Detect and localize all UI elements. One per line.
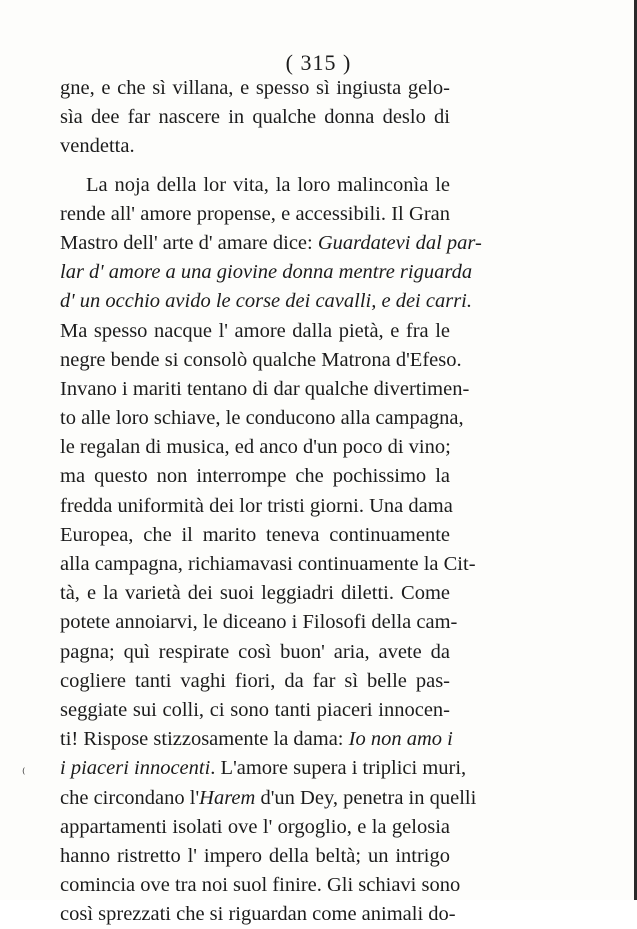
paragraph-gap — [60, 162, 450, 171]
text-segment: comincia ove tra noi suol finire. Gli schiavi sono — [60, 874, 461, 897]
text-line — [60, 171, 450, 200]
text-line — [60, 346, 462, 375]
text-line — [60, 813, 450, 842]
text-segment: hanno ristretto l' impero della beltà; un intrigo — [60, 844, 450, 867]
text-segment: potete annoiarvi, le diceano i Filosofi della cam- — [60, 611, 458, 634]
text-segment: ma questo non interrompe che pochissimo la — [60, 465, 450, 488]
text-segment: le regalan di musica, ed anco d'un poco di vino; — [60, 436, 451, 459]
text-line — [60, 579, 450, 608]
text-segment: gne, e che sì villana, e spesso sì ingiusta gelo- — [60, 77, 450, 99]
text-line — [60, 696, 450, 725]
text-line — [60, 103, 450, 132]
text-segment: d'un Dey, penetra in quelli — [255, 786, 477, 809]
text-line — [60, 74, 450, 103]
text-segment: tà, e la varietà dei suoi leggiadri diletti. Come — [60, 582, 450, 605]
text-line — [60, 550, 476, 579]
text-line — [60, 667, 450, 696]
text-line — [60, 521, 450, 550]
text-line — [60, 754, 467, 783]
text-line — [60, 375, 470, 404]
italic-text: Harem — [199, 786, 256, 809]
text-segment: vendetta. — [60, 135, 135, 158]
italic-text: lar d' amore a una giovine donna mentre riguarda — [60, 261, 473, 284]
text-segment: così sprezzati che si riguardan come animali do- — [60, 903, 456, 926]
text-segment: Mastro dell' arte d' amare dice: — [60, 231, 318, 254]
text-line — [60, 900, 456, 929]
text-line — [60, 258, 473, 287]
text-line — [60, 608, 458, 637]
text-line — [60, 200, 450, 229]
text-line — [60, 638, 450, 667]
text-segment: ti! Rispose stizzosamente la dama: — [60, 728, 349, 751]
text-line — [60, 492, 453, 521]
text-line — [60, 462, 450, 491]
text-line — [60, 871, 461, 900]
text-line — [60, 229, 482, 258]
text-segment: pagna; quì respirate così buon' aria, avete da — [60, 640, 450, 663]
text-line — [60, 784, 477, 813]
text-segment: La noja della lor vita, la loro malinconìa le — [86, 173, 450, 196]
text-segment: negre bende si consolò qualche Matrona d'Efeso. — [60, 348, 462, 371]
text-line — [60, 132, 450, 161]
margin-mark: ⁽ — [22, 767, 26, 782]
text-line — [60, 317, 450, 346]
page-number: ( 315 ) — [285, 50, 352, 75]
italic-text: Io non amo i — [348, 728, 453, 751]
text-segment: . L'amore supera i triplici muri, — [210, 757, 467, 780]
text-segment: fredda uniformità dei lor tristi giorni. Una dama — [60, 494, 453, 517]
text-line — [60, 842, 450, 871]
italic-text: d' un occhio avido le corse dei cavalli, e dei carri. — [60, 290, 472, 313]
text-segment: appartamenti isolati ove l' orgoglio, e la gelosia — [60, 815, 450, 838]
text-segment: Invano i mariti tentano di dar qualche divertimen- — [60, 377, 470, 400]
text-segment: to alle loro schiave, le conducono alla campagna, — [60, 407, 464, 430]
text-segment: seggiate sui colli, ci sono tanti piaceri innocen- — [60, 698, 450, 721]
text-line — [60, 725, 453, 754]
italic-text: i piaceri innocenti — [60, 757, 211, 780]
text-segment: che circondano l' — [60, 786, 200, 809]
text-line — [60, 433, 450, 462]
text-segment: sìa dee far nascere in qualche donna deslo di — [60, 106, 450, 129]
italic-text: Guardatevi dal par- — [317, 231, 482, 254]
text-segment: cogliere tanti vaghi fiori, da far sì belle pas- — [60, 669, 450, 692]
text-line — [60, 287, 472, 316]
text-segment: rende all' amore propense, e accessibili. Il Gran — [60, 202, 450, 225]
text-segment: Europea, che il marito teneva continuamente — [60, 523, 450, 546]
text-segment: alla campagna, richiamavasi continuamente la Cit- — [60, 553, 476, 575]
text-line — [60, 404, 464, 433]
text-segment: Ma spesso nacque l' amore dalla pietà, e fra le — [60, 319, 450, 342]
body-text — [60, 74, 482, 929]
